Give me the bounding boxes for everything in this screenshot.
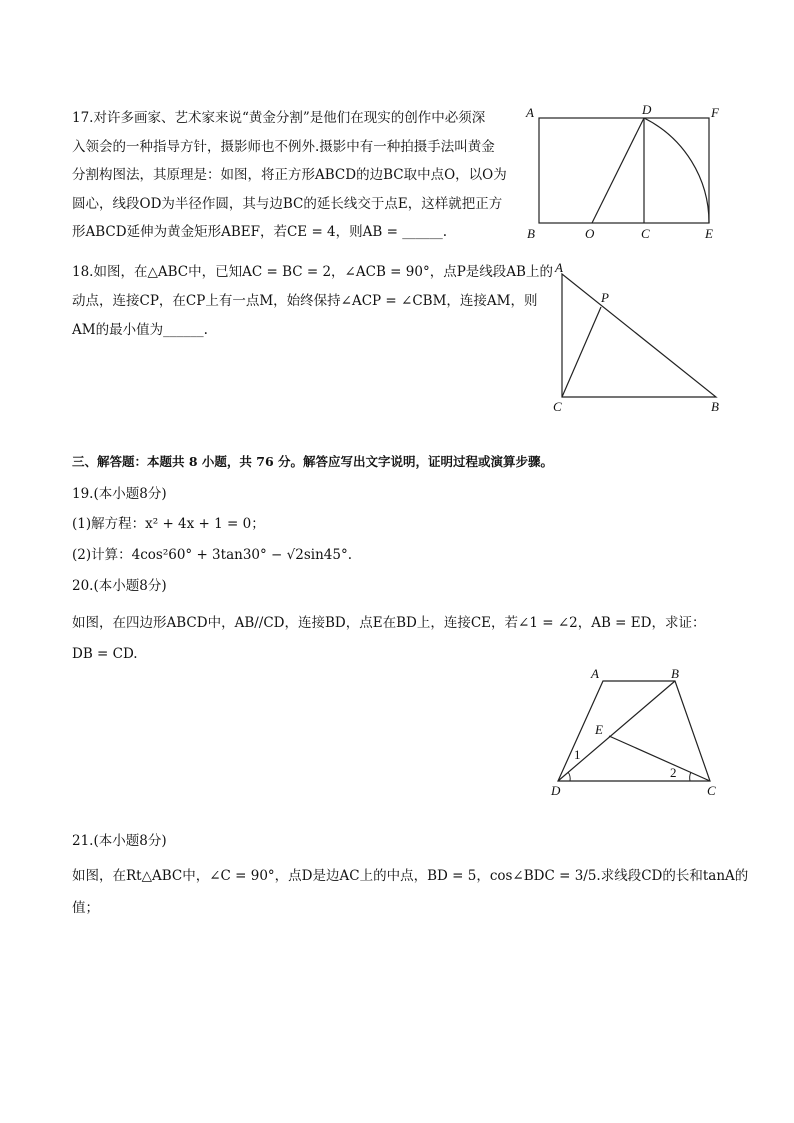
label-E: E: [705, 226, 713, 241]
q18-text: [72, 258, 553, 345]
q20-title: 20.(本小题8分): [72, 578, 167, 594]
label-C: C: [553, 399, 562, 414]
label-B: B: [711, 399, 719, 414]
label-1: 1: [574, 747, 581, 762]
q17-line: 入领会的一种指导方针，摄影师也不例外.摄影中有一种拍摄手法叫黄金: [72, 138, 495, 155]
segment-CP: [562, 307, 601, 397]
label-C: C: [707, 783, 716, 798]
q18-line: 18.如图，在△ABC中，已知AC = BC = 2，∠ACB = 90°，点P是线段AB上的: [72, 264, 553, 280]
label-B: B: [671, 666, 679, 681]
label-A: A: [555, 260, 563, 275]
q20-figure-trapezoid: [545, 664, 735, 804]
q17-line: 17.对许多画家、艺术家来说“黄金分割”是他们在现实的创作中必须深: [72, 110, 486, 126]
q19-title: 19.(本小题8分): [72, 486, 167, 502]
label-D: D: [551, 783, 561, 798]
label-O: O: [585, 226, 595, 241]
q18-figure-triangle: [545, 258, 735, 418]
q17-text: [72, 104, 507, 247]
section-heading: 三、解答题：本题共 8 小题，共 76 分。解答应写出文字说明，证明过程或演算步骤。: [72, 454, 554, 469]
q21-line2: 值；: [72, 900, 99, 916]
label-A: A: [591, 666, 599, 681]
label-D: D: [642, 102, 652, 117]
segment-CE: [609, 736, 710, 781]
q19-part1: (1)解方程：x² + 4x + 1 = 0；: [72, 516, 265, 532]
q17-line: 圆心，线段OD为半径作圆，其与边BC的延长线交于点E，这样就把正方: [72, 195, 503, 212]
angle-2-arc: [690, 772, 691, 781]
label-E: E: [595, 722, 603, 737]
label-P: P: [601, 290, 609, 305]
label-C: C: [641, 226, 650, 241]
angle-1-arc: [568, 772, 570, 781]
rectangle-ABEF: [539, 118, 709, 223]
segment-BD: [558, 681, 675, 781]
label-2: 2: [670, 765, 677, 780]
trapezoid-ABCD: [558, 681, 710, 781]
triangle-ABC: [562, 274, 716, 397]
q21-line1: 如图，在Rt△ABC中，∠C = 90°，点D是边AC上的中点，BD = 5，cos∠BDC = 3/5.求线段CD的长和tanA的: [72, 868, 749, 884]
q21-title: 21.(本小题8分): [72, 833, 167, 849]
q18-line: AM的最小值为______.: [72, 322, 208, 338]
arc-DE: [644, 118, 709, 223]
q17-line: 分割构图法，其原理是：如图，将正方形ABCD的边BC取中点O，以O为: [72, 167, 507, 183]
q18-line: 动点，连接CP，在CP上有一点M，始终保持∠ACP = ∠CBM，连接AM，则: [72, 293, 538, 309]
q20-line: 如图，在四边形ABCD中，AB//CD，连接BD，点E在BD上，连接CE，若∠1 = ∠2，AB = ED，求证：: [72, 615, 706, 631]
q20-text: [72, 608, 705, 670]
q17-line: 形ABCD延伸为黄金矩形ABEF，若CE = 4，则AB = ______.: [72, 224, 447, 240]
label-F: F: [711, 105, 719, 120]
segment-OD: [592, 118, 644, 223]
q19-part2: (2)计算：4cos²60° + 3tan30° − √2sin45°.: [72, 547, 352, 563]
label-A: A: [526, 105, 534, 120]
q20-line: DB = CD.: [72, 646, 138, 662]
q17-figure-golden-rectangle: [520, 98, 730, 248]
label-B: B: [527, 226, 535, 241]
